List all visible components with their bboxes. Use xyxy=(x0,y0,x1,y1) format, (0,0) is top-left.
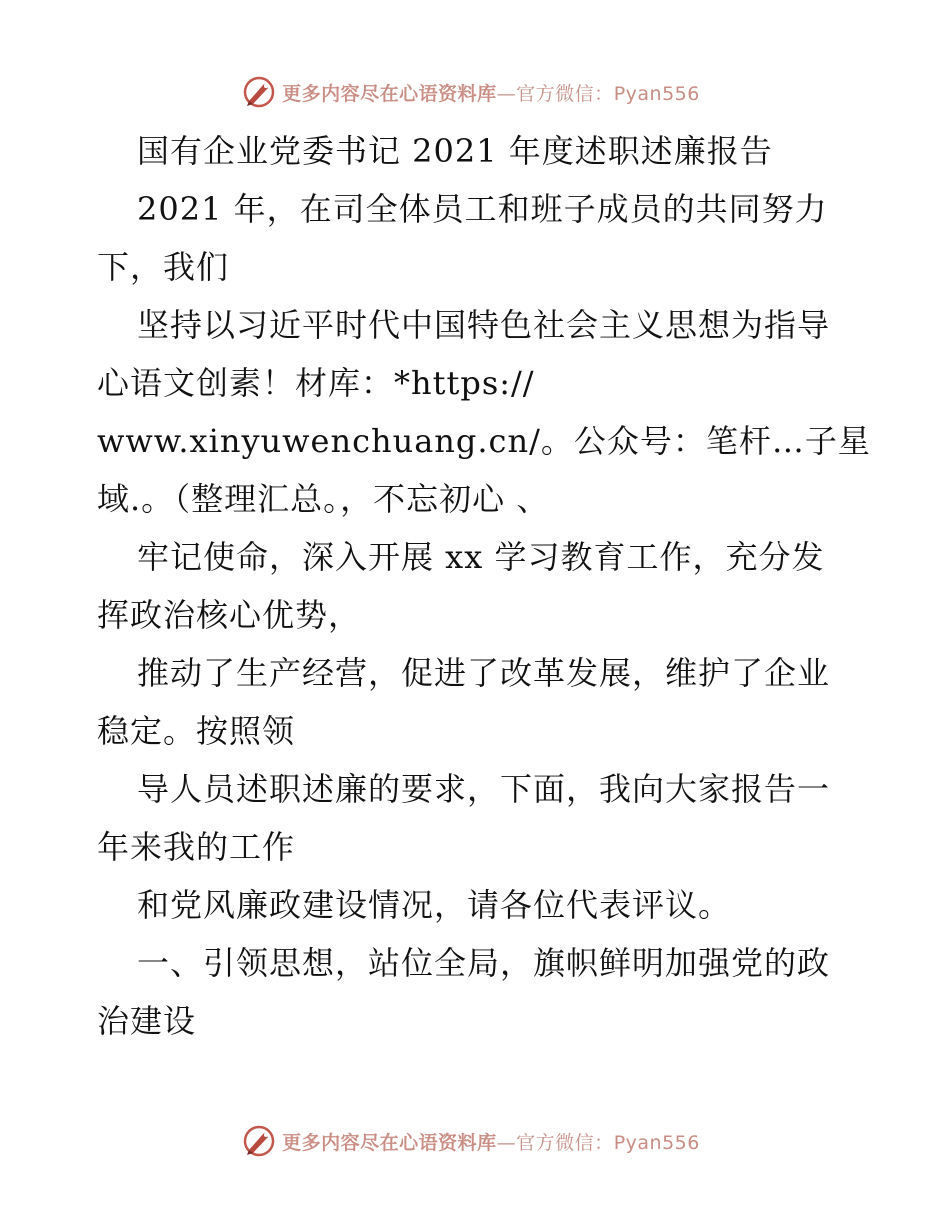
text-line: 治建设 xyxy=(97,1002,197,1040)
banner-main-text: 更多内容尽在心语资料库 xyxy=(282,82,497,105)
text-line: 牢记使命，深入开展 xx 学习教育工作，充分发 xyxy=(137,538,825,576)
text-line: 导人员述职述廉的要求，下面，我向大家报告一 xyxy=(137,770,831,808)
banner-handle: Pyan556 xyxy=(613,82,700,105)
text-line: 挥政治核心优势， xyxy=(97,596,362,634)
text-line: 和党风廉政建设情况，请各位代表评议。 xyxy=(137,886,732,924)
header-banner xyxy=(0,72,950,112)
text-line: 域.。（整理汇总。，不忘初心 、 xyxy=(97,480,550,518)
footer-banner xyxy=(0,1121,950,1161)
document-body xyxy=(97,122,871,1050)
text-line: 一、引领思想，站位全局，旗帜鲜明加强党的政 xyxy=(137,944,831,982)
pen-logo-icon xyxy=(242,75,276,109)
text-line: 2021 年，在司全体员工和班子成员的共同努力 xyxy=(137,190,828,228)
text-line: www.xinyuwenchuang.cn/。公众号：笔杆…子星 xyxy=(97,422,871,460)
text-line: 坚持以习近平时代中国特色社会主义思想为指导 xyxy=(137,306,831,344)
text-line: 心语文创素！材库：*https:// xyxy=(97,364,535,402)
text-line: 推动了生产经营，促进了改革发展，维护了企业 xyxy=(137,654,831,692)
header-banner-content xyxy=(242,75,700,109)
pen-logo-icon xyxy=(242,1124,276,1158)
banner-main-text: 更多内容尽在心语资料库 xyxy=(282,1131,497,1154)
banner-text xyxy=(282,79,700,106)
document-title: 国有企业党委书记 2021 年度述职述廉报告 xyxy=(137,132,773,170)
text-line: 年来我的工作 xyxy=(97,828,296,866)
banner-sub-text: —官方微信： xyxy=(496,1131,614,1154)
footer-banner-content xyxy=(242,1124,700,1158)
banner-handle: Pyan556 xyxy=(613,1131,700,1154)
banner-sub-text: —官方微信： xyxy=(496,82,614,105)
text-line: 下，我们 xyxy=(97,248,230,286)
text-line: 稳定。按照领 xyxy=(97,712,296,750)
banner-text xyxy=(282,1128,700,1155)
